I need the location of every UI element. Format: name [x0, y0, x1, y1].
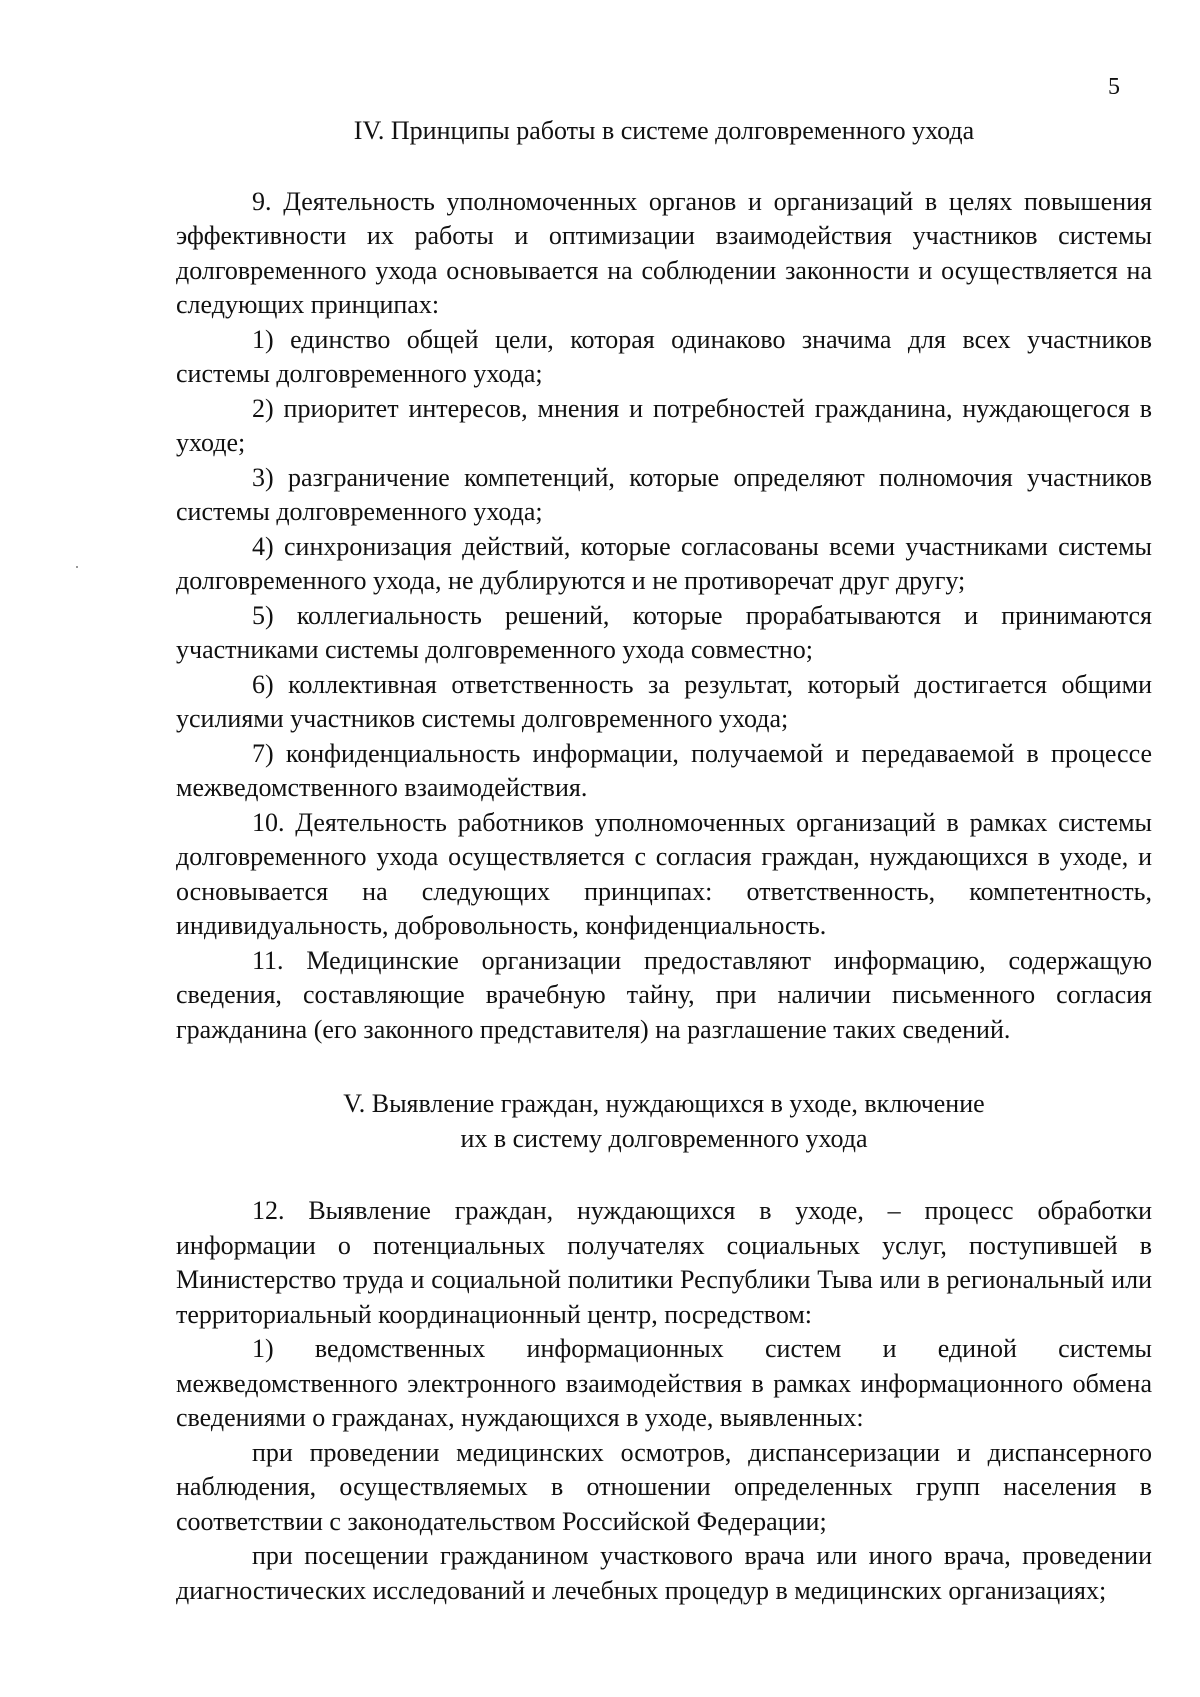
paragraph-11: 11. Медицинские организации предоставляют информацию, содержащую сведения, составляющие врачебную тайну, при наличии письменного согласия гражданина (его законного представителя) на разглашение таких сведений. [176, 945, 1152, 1044]
principle-7: 7) конфиденциальность информации, получаемой и передаваемой в процессе межведомственного взаимодействия. [176, 738, 1152, 802]
principle-2: 2) приоритет интересов, мнения и потребностей гражданина, нуждающегося в уходе; [176, 393, 1152, 457]
paragraph-12-subitem-doctor-visits: при посещении гражданином участкового врача или иного врача, проведении диагностических исследований и лечебных процедур в медицинских организациях; [176, 1541, 1152, 1605]
section-5-heading-line-2: их в систему долговременного ухода [460, 1123, 868, 1153]
principle-3: 3) разграничение компетенций, которые определяют полномочия участников системы долговременного ухода; [176, 462, 1152, 526]
section-5-heading-line-1: V. Выявление граждан, нуждающихся в уходе, включение [343, 1089, 985, 1118]
section-5-heading [176, 1087, 1152, 1156]
page-number: 5 [1108, 74, 1120, 100]
scan-speck [76, 566, 78, 568]
paragraph-9: 9. Деятельность уполномоченных органов и организаций в целях повышения эффективности их работы и оптимизации взаимодействия участников системы долговременного ухода основывается на соблюдении законности и осуществляется на следующих принципах: [176, 186, 1152, 319]
paragraph-12-item-1: 1) ведомственных информационных систем и единой системы межведомственного электронного взаимодействия в рамках информационного обмена сведениями о гражданах, нуждающихся в уходе, выявленных: [176, 1334, 1152, 1432]
document-body [176, 114, 1152, 1608]
paragraph-12-subitem-medical-exams: при проведении медицинских осмотров, диспансеризации и диспансерного наблюдения, осуществляемых в отношении определенных групп населения в соответствии с законодательством Российской Федерации; [176, 1437, 1152, 1536]
principle-5: 5) коллегиальность решений, которые прорабатываются и принимаются участниками системы долговременного ухода совместно; [176, 600, 1152, 664]
principle-1: 1) единство общей цели, которая одинаково значима для всех участников системы долговременного ухода; [176, 324, 1152, 388]
section-4-heading: IV. Принципы работы в системе долговременного ухода [353, 116, 975, 145]
principle-4: 4) синхронизация действий, которые согласованы всеми участниками системы долговременного ухода, не дублируются и не противоречат друг другу; [176, 531, 1152, 595]
paragraph-12: 12. Выявление граждан, нуждающихся в уходе, – процесс обработки информации о потенциальных получателях социальных услуг, поступившей в Министерство труда и социальной политики Республики Тыва или в региональный или территориальный координационный центр, посредством: [176, 1196, 1152, 1329]
paragraph-10: 10. Деятельность работников уполномоченных организаций в рамках системы долговременного ухода осуществляется с согласия граждан, нуждающихся в уходе, и основывается на следующих принципах: ответственность, компетентность, индивидуальность, добровольность, конфиденциальность. [176, 807, 1152, 940]
principle-6: 6) коллективная ответственность за результат, который достигается общими усилиями участников системы долговременного ухода; [176, 669, 1152, 733]
